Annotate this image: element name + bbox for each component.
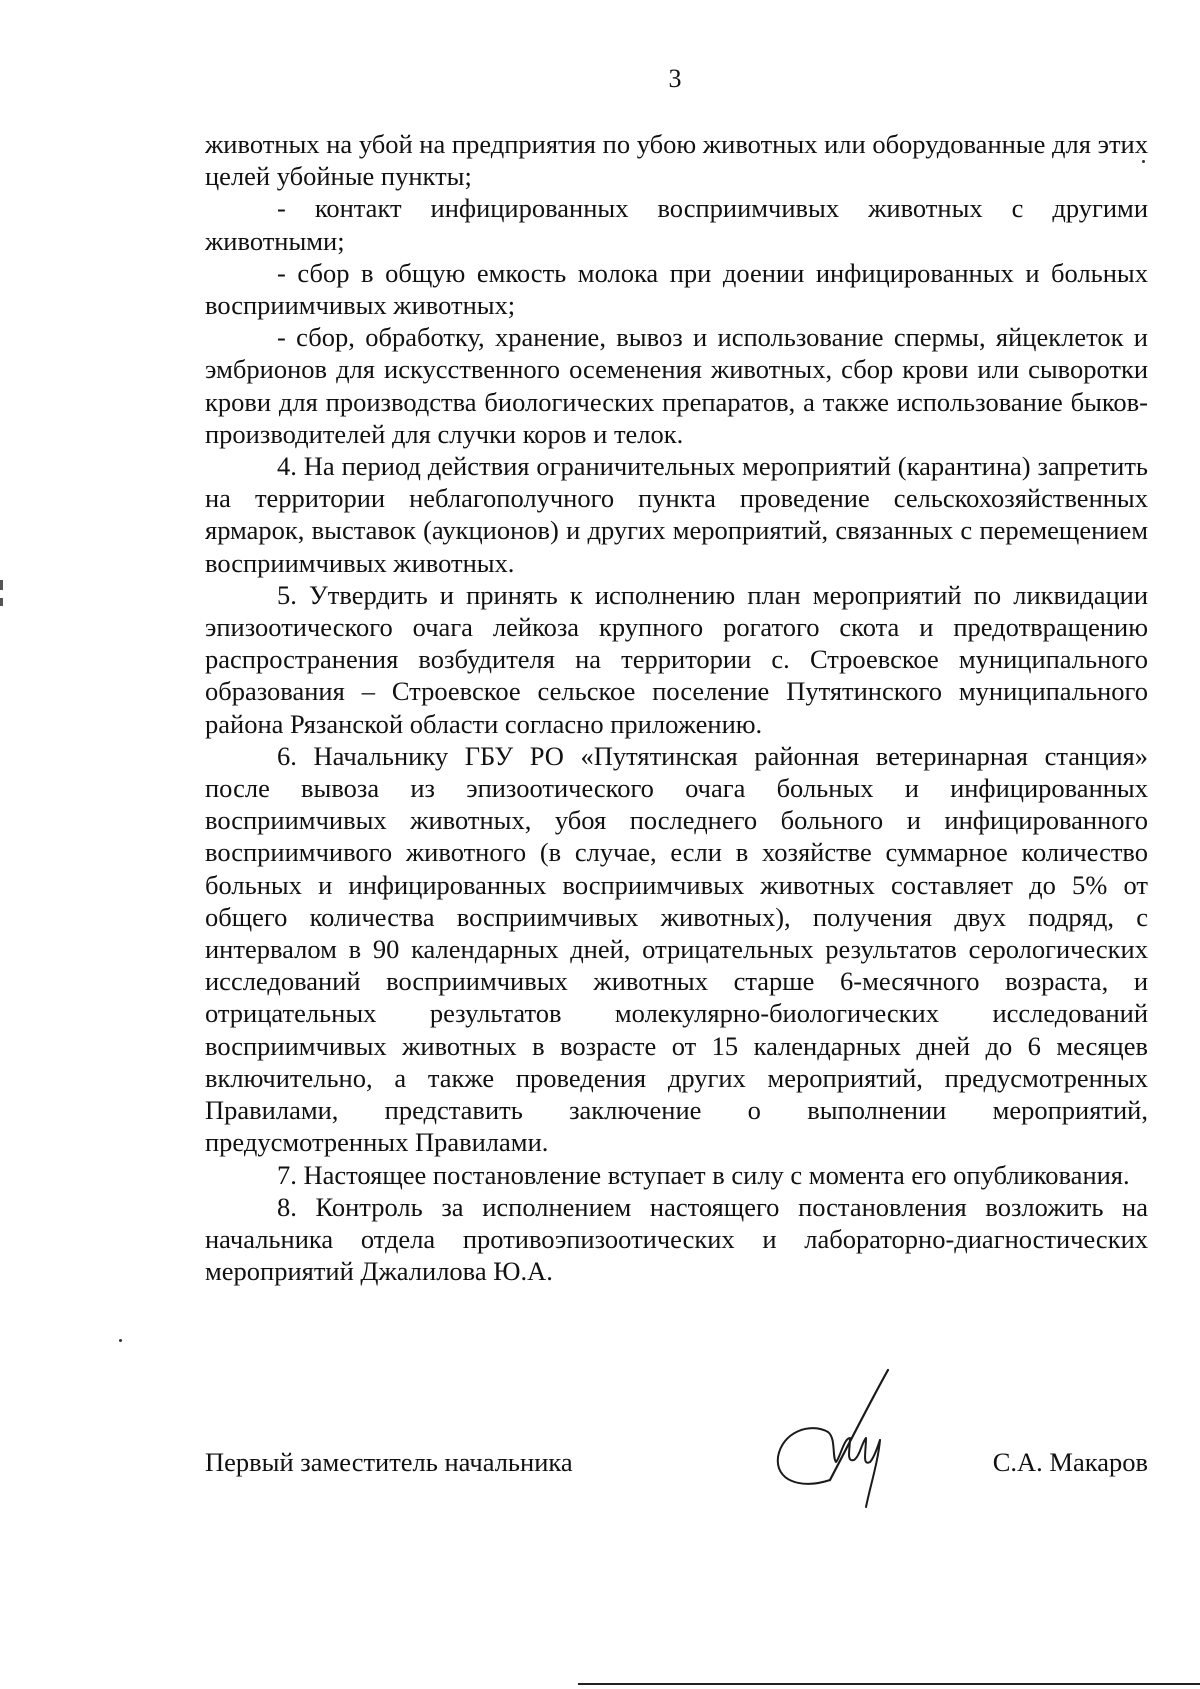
scan-edge-mark — [0, 580, 3, 590]
page-number: 3 — [668, 64, 682, 93]
paragraph: - сбор, обработку, хранение, вывоз и использование спермы, яйцеклеток и эмбрионов для искусственного осеменения животных, сбор крови или сыворотки крови для производства биологических препаратов, а также использование быков-производителей для случки коров и телок. — [205, 322, 1148, 449]
paragraph: 6. Начальнику ГБУ РО «Путятинская районная ветеринарная станция» после вывоза из эпизоотического очага больных и инфицированных восприимчивых животных, убоя последнего больного и инфицированного восприимчивого животного (в случае, если в хозяйстве суммарное количество больных и инфицированных восприимчивых животных составляет до 5% от общего количества восприимчивых животных), получения двух подряд, с интервалом в 90 календарных дней, отрицательных результатов серологических исследований восприимчивых животных старше 6-месячного возраста, и отрицательных результатов молекулярно-биологических исследований восприимчивых животных в возрасте от 15 календарных дней до 6 месяцев включительно, а также проведения других мероприятий, предусмотренных Правилами, представить заключение о выполнении мероприятий, предусмотренных Правилами. — [205, 740, 1148, 1158]
scan-speck — [1142, 160, 1145, 163]
handwritten-signature — [770, 1362, 910, 1512]
paragraph: животных на убой на предприятия по убою животных или оборудованные для этих целей убойные пункты; — [205, 129, 1148, 192]
scan-speck — [119, 1339, 122, 1342]
scan-edge-mark — [0, 598, 3, 606]
paragraph: - сбор в общую емкость молока при доении инфицированных и больных восприимчивых животных; — [205, 257, 1148, 321]
paragraph: - контакт инфицированных восприимчивых животных с другими животными; — [205, 193, 1148, 256]
page-bottom-edge — [578, 1683, 1200, 1685]
signatory-position: Первый заместитель начальника — [205, 1447, 573, 1477]
signature-block — [205, 1446, 1148, 1486]
document-body — [205, 128, 1148, 1287]
signatory-name: С.А. Макаров — [992, 1447, 1148, 1477]
paragraph: 5. Утвердить и принять к исполнению план мероприятий по ликвидации эпизоотического очага лейкоза крупного рогатого скота и предотвращению распространения возбудителя на территории с. Строевское муниципального образования – Строевское сельское поселение Путятинского муниципального района Рязанской области согласно приложению. — [205, 579, 1148, 739]
paragraph: 7. Настоящее постановление вступает в силу с момента его опубликования. — [277, 1159, 1130, 1190]
paragraph: 4. На период действия ограничительных мероприятий (карантина) запретить на территории неблагополучного пункта проведение сельскохозяйственных ярмарок, выставок (аукционов) и других мероприятий, связанных с перемещением восприимчивых животных. — [205, 451, 1148, 578]
paragraph: 8. Контроль за исполнением настоящего постановления возложить на начальника отдела противоэпизоотических и лабораторно-диагностических мероприятий Джалилова Ю.А. — [205, 1191, 1148, 1287]
